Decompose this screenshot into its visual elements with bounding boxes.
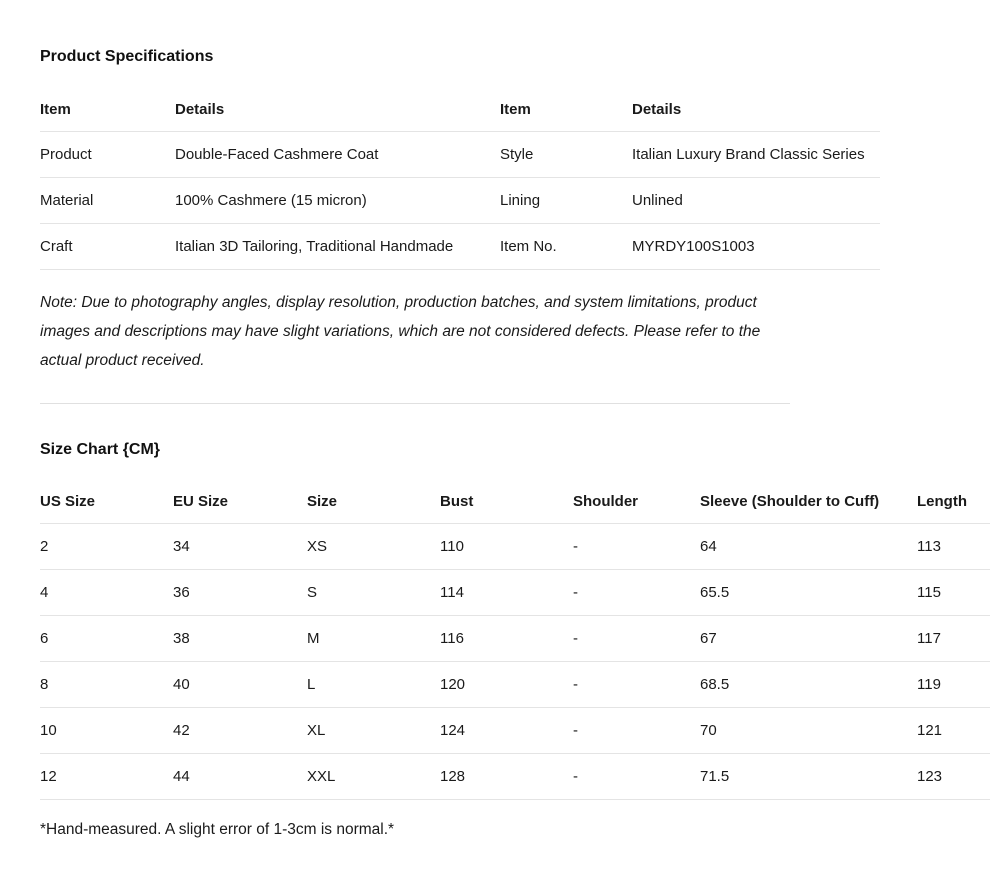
spec-detail-value: Italian Luxury Brand Classic Series — [632, 146, 865, 163]
size-cell: 4 — [40, 584, 49, 601]
size-cell: 115 — [917, 584, 941, 601]
size-cell: 10 — [40, 722, 57, 739]
size-cell: 121 — [917, 722, 943, 739]
column-header-bust: Bust — [440, 492, 474, 510]
size-cell: XS — [307, 538, 328, 555]
size-cell: 116 — [440, 630, 464, 647]
size-cell: 36 — [173, 584, 190, 601]
size-cell: XL — [307, 722, 326, 739]
size-cell: 38 — [173, 630, 190, 647]
size-cell: 64 — [700, 538, 717, 555]
size-cell: 123 — [917, 768, 943, 785]
table-row — [40, 662, 990, 708]
size-cell: 120 — [440, 676, 466, 693]
column-header-sleeve: Sleeve (Shoulder to Cuff) — [700, 492, 880, 510]
size-cell: - — [573, 722, 578, 739]
size-cell: 8 — [40, 676, 49, 693]
size-cell: 12 — [40, 768, 57, 785]
size-cell: M — [307, 630, 320, 647]
spec-detail-value: 100% Cashmere (15 micron) — [175, 192, 367, 209]
size-cell: 42 — [173, 722, 190, 739]
spec-item-label: Style — [500, 146, 534, 163]
size-cell: 119 — [917, 676, 941, 693]
size-cell: 68.5 — [700, 676, 730, 693]
size-cell: 113 — [917, 538, 941, 555]
table-row — [40, 708, 990, 754]
size-cell: 114 — [440, 584, 464, 601]
size-cell: - — [573, 538, 578, 555]
size-cell: 2 — [40, 538, 49, 555]
size-cell: - — [573, 630, 578, 647]
column-header-size: Size — [307, 492, 338, 510]
product-specifications-heading: Product Specifications — [40, 48, 214, 65]
table-row — [40, 616, 990, 662]
size-cell: XXL — [307, 768, 336, 785]
size-cell: L — [307, 676, 316, 693]
size-chart-heading: Size Chart {CM} — [40, 441, 161, 458]
size-chart-footnote: *Hand-measured. A slight error of 1-3cm is normal.* — [40, 821, 395, 838]
size-cell: 67 — [700, 630, 717, 647]
size-cell: S — [307, 584, 318, 601]
table-row — [40, 570, 990, 616]
size-cell: 128 — [440, 768, 466, 785]
size-cell: 71.5 — [700, 768, 730, 785]
table-row — [40, 224, 880, 270]
spec-item-label: Material — [40, 192, 94, 209]
size-cell: 124 — [440, 722, 466, 739]
size-cell: - — [573, 768, 578, 785]
spec-item-label: Item No. — [500, 238, 557, 255]
size-cell: 6 — [40, 630, 49, 647]
size-cell: 44 — [173, 768, 190, 785]
spec-detail-value: Double-Faced Cashmere Coat — [175, 146, 379, 163]
section-divider — [40, 403, 790, 404]
product-specs-table — [40, 88, 880, 270]
spec-header-row — [40, 88, 880, 132]
table-row — [40, 754, 990, 800]
spec-detail-value: Italian 3D Tailoring, Traditional Handmade — [175, 238, 454, 255]
table-row — [40, 524, 990, 570]
size-cell: 110 — [440, 538, 464, 555]
spec-detail-value: Unlined — [632, 192, 683, 209]
size-cell: - — [573, 584, 578, 601]
table-row — [40, 178, 880, 224]
column-header-details-2: Details — [632, 101, 682, 118]
size-cell: 70 — [700, 722, 717, 739]
column-header-details-1: Details — [175, 101, 225, 118]
column-header-item-1: Item — [40, 101, 71, 118]
product-note: Note: Due to photography angles, display resolution, production batches, and system limitations, product images and descriptions may have slight variations, which are not considered defects. Please refer to the actual product received. — [40, 294, 761, 369]
size-cell: - — [573, 676, 578, 693]
spec-item-label: Craft — [40, 238, 73, 255]
table-row — [40, 132, 880, 178]
size-cell: 117 — [917, 630, 941, 647]
spec-item-label: Lining — [500, 192, 541, 209]
size-cell: 65.5 — [700, 584, 730, 601]
size-cell: 34 — [173, 538, 190, 555]
column-header-eu-size: EU Size — [173, 492, 229, 510]
column-header-item-2: Item — [500, 101, 531, 118]
size-cell: 40 — [173, 676, 190, 693]
column-header-shoulder: Shoulder — [573, 492, 639, 510]
column-header-us-size: US Size — [40, 492, 96, 510]
spec-item-label: Product — [40, 146, 92, 163]
spec-detail-value: MYRDY100S1003 — [632, 238, 755, 255]
size-chart-header-row — [40, 479, 990, 524]
size-chart-table — [40, 479, 990, 800]
column-header-length: Length — [917, 492, 967, 510]
